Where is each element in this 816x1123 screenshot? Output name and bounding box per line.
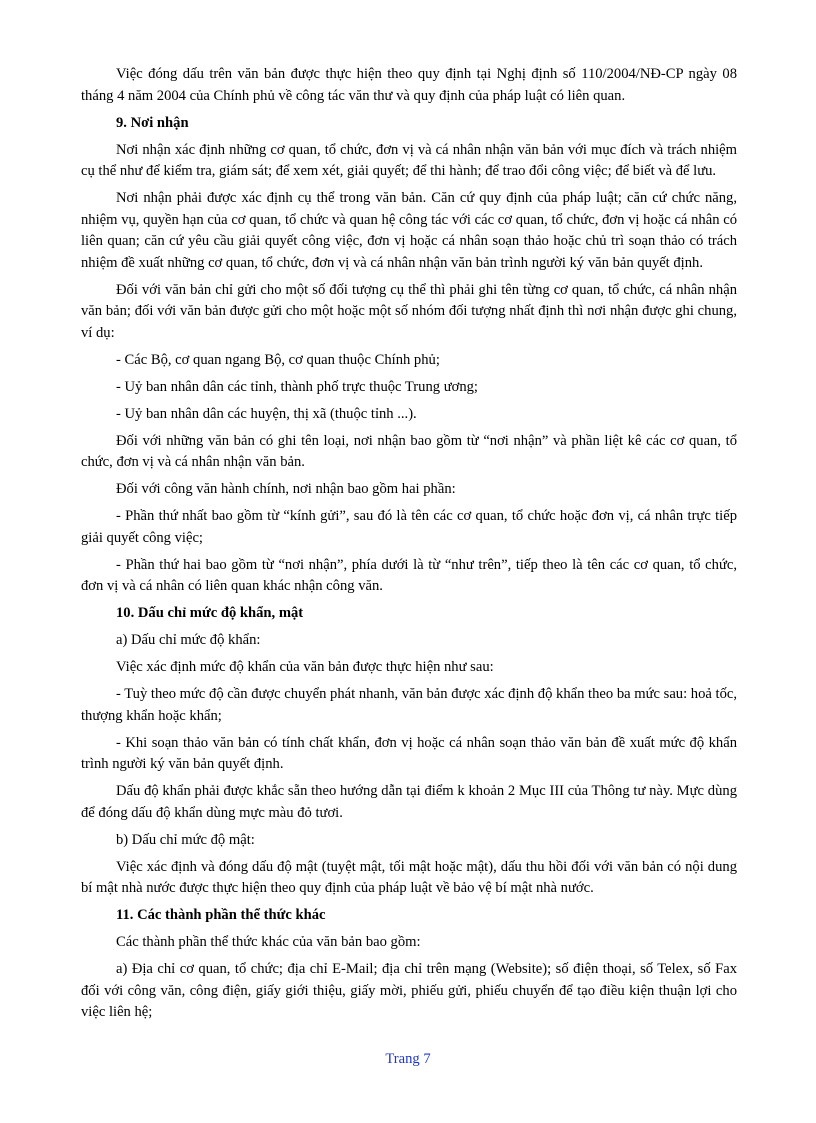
page-number: Trang 7 [385,1051,431,1067]
section-heading: 10. Dấu chỉ mức độ khẩn, mật [116,605,304,621]
paragraph: Đối với văn bản chỉ gửi cho một số đối tượng cụ thể thì phải ghi tên từng cơ quan, tổ chức, cá nhân nhận văn bản; đối với văn bản được gửi cho một hoặc một số nhóm đối tượng nhất định thì nơi nhận được ghi chung, ví dụ: [81,281,737,341]
paragraph: Đối với công văn hành chính, nơi nhận bao gồm hai phần: [116,481,456,497]
list-item: - Uỷ ban nhân dân các huyện, thị xã (thuộc tỉnh ...). [116,405,417,422]
paragraph: a) Dấu chỉ mức độ khẩn: [116,632,261,648]
list-item: - Phần thứ hai bao gồm từ “nơi nhận”, phía dưới là từ “như trên”, tiếp theo là tên các cơ quan, tổ chức, đơn vị và cá nhân có liên quan khác nhận công văn. [81,556,737,594]
document-body [81,64,737,1029]
paragraph: Nơi nhận phải được xác định cụ thể trong văn bản. Căn cứ quy định của pháp luật; căn cứ chức năng, nhiệm vụ, quyền hạn của cơ quan, tổ chức và quan hệ công tác với các cơ quan, tổ chức, đơn vị hoặc cá nhân có liên quan; căn cứ yêu cầu giải quyết công việc, đơn vị hoặc cá nhân soạn thảo hoặc chủ trì soạn thảo có trách nhiệm đề xuất những cơ quan, tổ chức, đơn vị và cá nhân nhận văn bản trình người ký văn bản quyết định. [81,190,737,271]
paragraph: Việc xác định và đóng dấu độ mật (tuyệt mật, tối mật hoặc mật), dấu thu hồi đối với văn bản có nội dung bí mật nhà nước được thực hiện theo quy định của pháp luật về bảo vệ bí mật nhà nước. [81,858,737,896]
paragraph: Việc xác định mức độ khẩn của văn bản được thực hiện như sau: [116,659,494,675]
paragraph: Các thành phần thể thức khác của văn bản bao gồm: [116,934,421,950]
list-item: - Các Bộ, cơ quan ngang Bộ, cơ quan thuộc Chính phủ; [116,351,440,368]
paragraph: Việc đóng dấu trên văn bản được thực hiện theo quy định tại Nghị định số 110/2004/NĐ-CP ngày 08 tháng 4 năm 2004 của Chính phủ về công tác văn thư và quy định của pháp luật có liên quan. [81,66,737,104]
list-item: - Phần thứ nhất bao gồm từ “kính gửi”, sau đó là tên các cơ quan, tổ chức hoặc đơn vị, cá nhân trực tiếp giải quyết công việc; [81,508,737,546]
paragraph: a) Địa chỉ cơ quan, tổ chức; địa chỉ E-Mail; địa chỉ trên mạng (Website); số điện thoại, số Telex, số Fax đối với công văn, công điện, giấy giới thiệu, giấy mời, phiếu gửi, phiếu chuyển để tạo điều kiện thuận lợi cho việc liên hệ; [81,961,737,1020]
paragraph: Dấu độ khẩn phải được khắc sẵn theo hướng dẫn tại điểm k khoản 2 Mục III của Thông tư này. Mực dùng để đóng dấu độ khẩn dùng mực màu đỏ tươi. [81,783,737,821]
list-item: - Uỷ ban nhân dân các tỉnh, thành phố trực thuộc Trung ương; [116,378,478,395]
paragraph: b) Dấu chỉ mức độ mật: [116,831,255,848]
section-heading: 9. Nơi nhận [116,114,189,131]
list-item: - Khi soạn thảo văn bản có tính chất khẩn, đơn vị hoặc cá nhân soạn thảo văn bản đề xuất mức độ khẩn trình người ký văn bản quyết định. [81,734,737,772]
section-heading: 11. Các thành phần thể thức khác [116,907,326,923]
paragraph: Đối với những văn bản có ghi tên loại, nơi nhận bao gồm từ “nơi nhận” và phần liệt kê các cơ quan, tổ chức, đơn vị và cá nhân nhận văn bản. [81,432,737,470]
paragraph: Nơi nhận xác định những cơ quan, tổ chức, đơn vị và cá nhân nhận văn bản với mục đích và trách nhiệm cụ thể như để kiểm tra, giám sát; để xem xét, giải quyết; để thi hành; để trao đổi công việc; để biết và để lưu. [81,141,737,179]
list-item: - Tuỳ theo mức độ cần được chuyển phát nhanh, văn bản được xác định độ khẩn theo ba mức sau: hoả tốc, thượng khẩn hoặc khẩn; [81,686,737,724]
